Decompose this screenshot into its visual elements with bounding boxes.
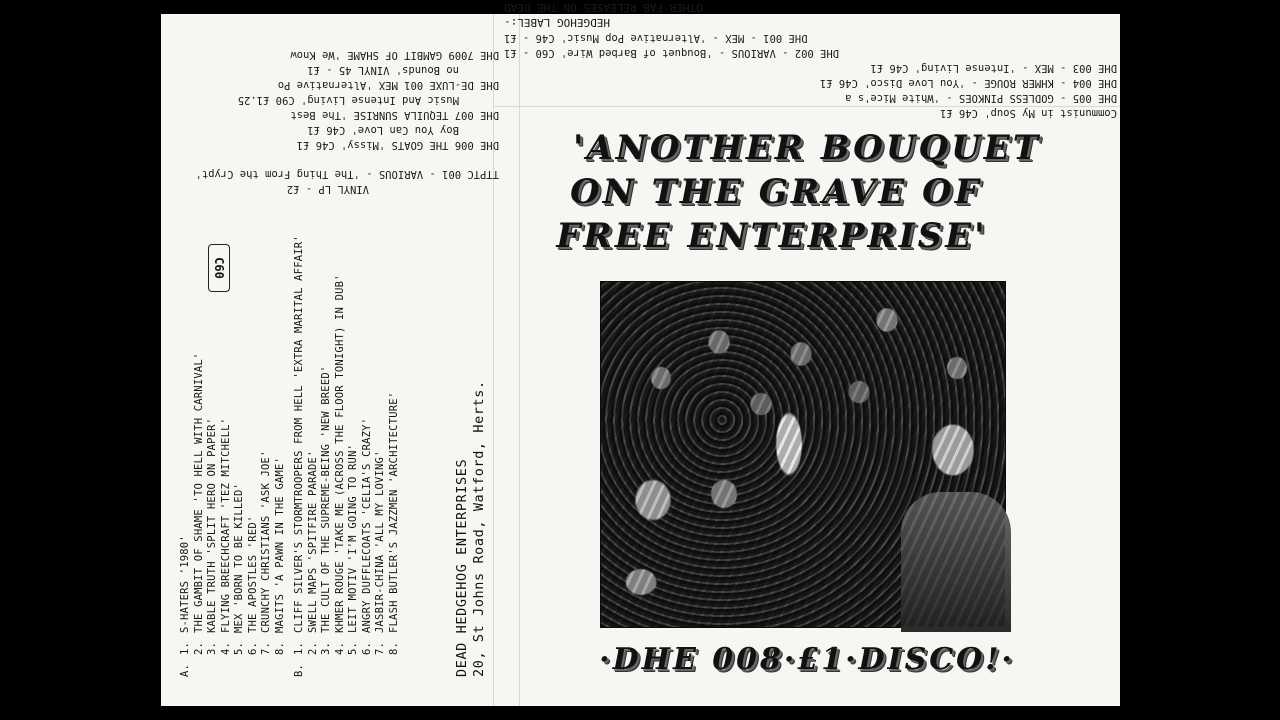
track-row	[193, 353, 207, 655]
track-number: 8.	[273, 641, 286, 655]
release-line: DHE 005 - GODLESS PINKOES - 'White Mice's a	[845, 92, 1117, 104]
track-number: 4.	[219, 641, 232, 655]
track-row	[233, 353, 247, 655]
track-number: 5.	[347, 641, 359, 655]
track-title: MEX 'BORN TO BE KILLED'	[233, 483, 245, 633]
track-row	[179, 353, 193, 655]
track-row	[206, 353, 220, 655]
label-address	[454, 257, 488, 677]
release-line: TTPTC 001 - VARIOUS - 'The Thing From the Crypt'	[195, 168, 499, 180]
catalogue-number: ·DHE 008·£1·DISCO!·	[599, 642, 1015, 677]
release-line: no Bounds' VINYL 45 - £1	[307, 64, 459, 76]
track-title: S-HATERS '1980'	[179, 535, 191, 633]
title-line: FREE ENTERPRISE'	[556, 216, 988, 256]
side-a-tracks	[179, 353, 287, 655]
track-title: JASBIR-CHINA 'ALL MY LOVING'	[374, 450, 386, 633]
release-line: Communist in My Soup' C46 £1	[939, 107, 1117, 119]
track-row	[274, 353, 288, 655]
track-title: LEIT MOTIV 'I'M GOING TO RUN'	[347, 443, 359, 633]
track-number: 3.	[206, 641, 218, 655]
track-row	[307, 235, 321, 655]
track-row	[247, 353, 261, 655]
cassette-length-badge: C60	[208, 244, 230, 292]
track-number: 1.	[179, 641, 191, 655]
track-title: KHMER ROUGE 'TAKE ME (ACROSS THE FLOOR TONIGHT) IN DUB'	[333, 274, 346, 633]
side-a-label: A.	[179, 663, 191, 677]
release-line: VINYL LP - £2	[286, 183, 369, 195]
release-line: Boy You Can Love' C46 £1	[307, 124, 459, 136]
track-row	[374, 235, 388, 655]
release-line: DHE 007 TEQUILA SUNRISE 'The Best	[290, 109, 499, 121]
track-title: CRUNCHY CHRISTIANS 'ASK JOE'	[260, 450, 272, 633]
track-number: 7.	[374, 641, 386, 655]
track-row	[334, 235, 348, 655]
track-row	[260, 353, 274, 655]
releases-heading: HEDGEHOG LABEL:-	[504, 16, 610, 29]
track-number: 2.	[192, 641, 205, 655]
release-line: DHE 006 THE GOATS 'Missy' C46 £1	[296, 139, 499, 151]
track-title: THE CULT OF THE SUPREME-BEING 'NEW BREED'	[320, 365, 332, 633]
release-line: Music And Intense Living' C90 £1.25	[237, 94, 459, 106]
release-line: DHE 003 - MEX - 'Intense Living' C46 £1	[870, 62, 1117, 74]
more-releases-list	[195, 20, 499, 196]
tracklist	[179, 237, 401, 677]
other-releases-list	[504, 1, 1117, 120]
release-line: DHE DE-LUXE 001 MEX 'Alternative Po	[277, 79, 499, 91]
track-title: KABLE TRUTH 'SPLIT HERO ON PAPER'	[206, 417, 218, 633]
track-number: 4.	[333, 641, 346, 655]
side-b-label: B.	[293, 663, 305, 677]
track-title: FLASH BUTLER'S JAZZMEN 'ARCHITECTURE'	[387, 391, 400, 633]
title-line: ON THE GRAVE OF	[570, 172, 982, 212]
track-title: MAGITS 'A PAWN IN THE GAME'	[273, 456, 286, 633]
track-row	[388, 235, 402, 655]
track-title: ANGRY DUFFLECOATS 'CELIA'S CRAZY'	[360, 417, 373, 633]
track-number: 3.	[320, 641, 332, 655]
track-title: SWELL MAPS 'SPITFIRE PARADE'	[306, 450, 319, 633]
side-b	[293, 237, 401, 677]
track-number: 1.	[293, 641, 305, 655]
track-title: THE APOSTLES 'RED'	[246, 515, 259, 633]
track-number: 7.	[260, 641, 272, 655]
label-name: DEAD HEDGEHOG ENTERPRISES	[454, 458, 470, 677]
track-number: 8.	[387, 641, 400, 655]
track-row	[320, 235, 334, 655]
track-title: THE GAMBIT OF SHAME 'TO HELL WITH CARNIVAL'	[192, 352, 205, 633]
track-row	[347, 235, 361, 655]
track-number: 5.	[233, 641, 245, 655]
release-line: DHE 001 - MEX - 'Alternative Pop Music' C46 - £1	[504, 32, 808, 44]
track-row	[293, 235, 307, 655]
release-line: DHE 002 - VARIOUS - 'Bouquet of Barbed Wire' C60 - £1	[504, 47, 840, 59]
releases-heading: OTHER FAB RELEASES ON THE DEAD	[504, 1, 703, 14]
street-address: 20, St Johns Road, Watford, Herts.	[471, 380, 487, 677]
release-line: DHE 004 - KHMER ROUGE - 'You Love Disco' C46 £1	[819, 77, 1117, 89]
track-title: CLIFF SILVER'S STORMTROOPERS FROM HELL 'EXTRA MARITAL AFFAIR'	[293, 235, 305, 633]
track-title: FLYING BREECHCRAFT 'TEZ MITCHELL'	[219, 417, 232, 633]
track-row	[220, 353, 234, 655]
side-b-tracks	[293, 235, 401, 655]
track-number: 6.	[246, 641, 259, 655]
release-line: DHE 7009 GAMBIT OF SHAME 'We Know	[290, 49, 499, 61]
track-row	[361, 235, 375, 655]
cover-photo-crowd	[600, 281, 1006, 628]
side-a	[179, 237, 287, 677]
cassette-inlay	[161, 1, 1120, 706]
cover-title	[537, 126, 1077, 258]
track-number: 2.	[306, 641, 319, 655]
track-number: 6.	[360, 641, 373, 655]
title-line: 'ANOTHER BOUQUET	[572, 128, 1042, 168]
